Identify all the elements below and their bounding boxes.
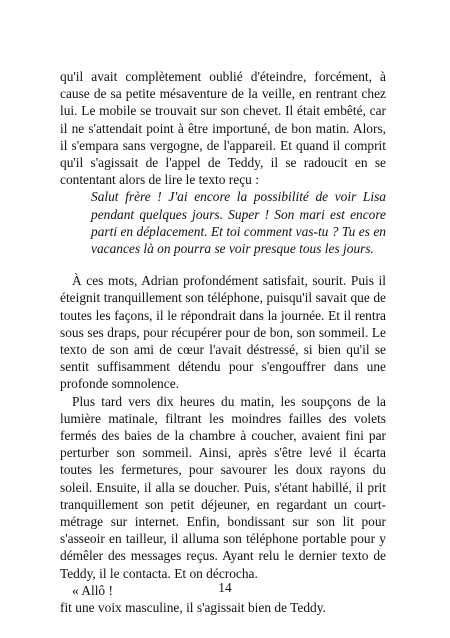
paragraph-adrian-smiles: À ces mots, Adrian profondément satisfait, sourit. Puis il éteignit tranquillement son téléphone, puisqu'il savait que de toutes les façons, il le répondrait dans la journée. Et il rentra sous ses draps, pour récupérer pour de bon, son sommeil. Le texto de son ami de cœur l'avait déstressé, si bien qu'il se sentit suffisamment détendu pour s'engouffrer dans une profonde somnolence.	[60, 273, 386, 392]
body-text	[60, 68, 386, 616]
paragraph-continuation: qu'il avait complètement oublié d'éteindre, forcément, à cause de sa petite mésaventure de la veille, en rentrant chez lui. Le mobile se trouvait sur son chevet. Il était embêté, car il ne s'attendait point à être importuné, de bon matin. Alors, il s'empara sans vergogne, de l'appareil. Et quand il comprit qu'il s'agissait de l'appel de Teddy, il se radoucit en se contentant alors de lire le texto reçu :	[60, 69, 386, 188]
text-message-quote: Salut frère ! J'ai encore la possibilité de voir Lisa pendant quelques jours. Super ! Son mari est encore parti en déplacement. Et toi comment vas-tu ? Tu es en vacances là on pourra se voir presque tous les jours.	[91, 189, 386, 257]
paragraph-gap	[60, 257, 386, 272]
dialogue-line: « Allô !	[72, 582, 113, 598]
closing-line: fit une voix masculine, il s'agissait bien de Teddy.	[60, 600, 326, 616]
page-number: 14	[218, 580, 232, 595]
paragraph-morning: Plus tard vers dix heures du matin, les soupçons de la lumière matinale, filtrant les moindres failles des volets fermés des baies de la chambre à coucher, avaient fini par perturber son sommeil. Ainsi, après s'être levé il écarta toutes les fermetures, pour savourer les doux rayons du soleil. Ensuite, il alla se doucher. Puis, s'étant habillé, il prit tranquillement son petit déjeuner, en regardant un court-métrage sur internet. Enfin, bondissant sur son lit pour s'asseoir en tailleur, il alluma son téléphone portable pour y démêler des messages reçus. Ayant relu le dernier texto de Teddy, il le contacta. Et on décrocha.	[60, 393, 386, 581]
